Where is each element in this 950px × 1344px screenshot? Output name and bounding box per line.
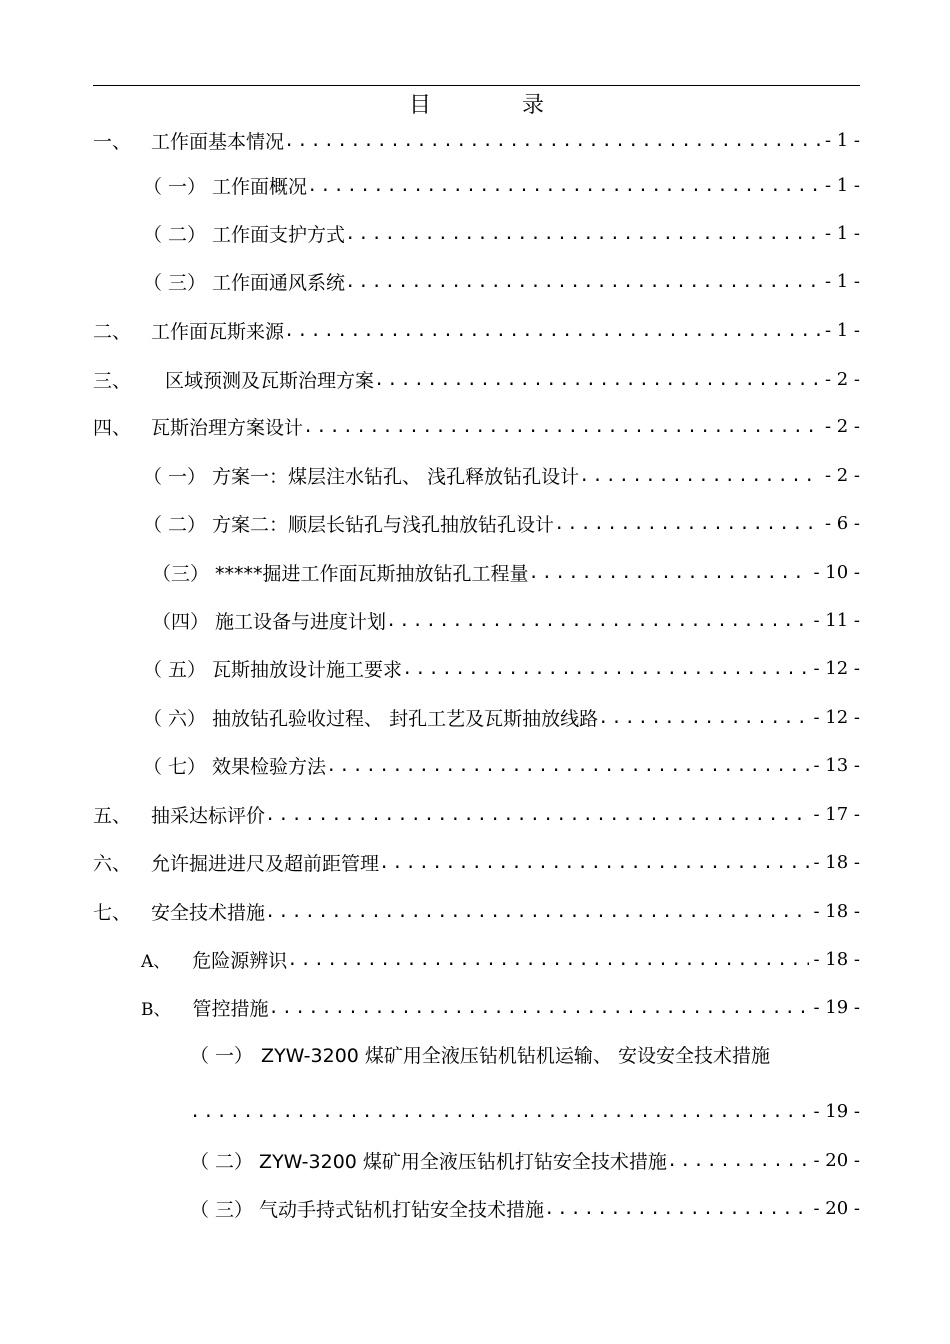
leader-dots <box>190 1096 809 1126</box>
entry-label: 危险源辨识 <box>192 949 288 972</box>
leader-dots <box>269 992 810 1022</box>
entry-number: （ 七） <box>143 755 207 778</box>
entry-label: 施工设备与进度计划 <box>215 610 387 633</box>
entry-number: 一、 <box>93 130 132 153</box>
entry-page: - 1 - <box>824 129 860 151</box>
entry-page: - 19 - <box>813 1100 860 1122</box>
entry-label: ZYW-3200 煤矿用全液压钻机打钻安全技术措施 <box>259 1150 667 1173</box>
entry-label: 方案二：顺层长钻孔与浅孔抽放钻孔设计 <box>212 513 555 536</box>
leader-dots <box>265 896 809 926</box>
entry-label: 瓦斯抽放设计施工要求 <box>212 658 403 681</box>
leader-dots <box>554 508 821 538</box>
entry-label: 工作面基本情况 <box>151 130 285 153</box>
toc-entry[interactable] <box>143 653 860 683</box>
leader-dots <box>284 315 821 345</box>
entry-page: - 10 - <box>813 561 860 583</box>
toc-entry[interactable] <box>143 702 860 732</box>
toc-entry[interactable] <box>143 750 860 780</box>
leader-dots <box>265 799 809 829</box>
entry-page: - 18 - <box>813 948 860 970</box>
entry-number: B、 <box>141 999 171 1020</box>
entry-page: - 19 - <box>813 996 860 1018</box>
leader-dots <box>667 1145 810 1175</box>
entry-page: - 2 - <box>824 464 860 486</box>
entry-number: 四、 <box>93 416 132 439</box>
leader-dots <box>374 364 821 394</box>
entry-label: 效果检验方法 <box>212 755 327 778</box>
toc-entry[interactable] <box>190 1145 860 1175</box>
entry-page: - 1 - <box>824 319 860 341</box>
leader-dots <box>529 557 810 587</box>
toc-entry[interactable] <box>93 799 860 829</box>
entry-label: 抽放钻孔验收过程、 封孔工艺及瓦斯抽放线路 <box>212 707 599 730</box>
toc-entry[interactable] <box>93 847 860 877</box>
leader-dots <box>345 266 821 296</box>
entry-page: - 18 - <box>813 900 860 922</box>
entry-number: 五、 <box>93 804 132 827</box>
entry-page: - 2 - <box>824 415 860 437</box>
entry-number: 三、 <box>93 369 132 392</box>
toc-entry-wrapped-line[interactable] <box>190 1041 770 1071</box>
toc-entry[interactable] <box>93 896 860 926</box>
entry-label: 工作面瓦斯来源 <box>151 320 285 343</box>
leader-dots <box>379 847 809 877</box>
entry-number: 二、 <box>93 320 132 343</box>
entry-label: 工作面通风系统 <box>212 271 346 294</box>
toc-entry[interactable] <box>93 125 860 155</box>
toc-entry[interactable] <box>93 411 860 441</box>
entry-page: - 17 - <box>813 803 860 825</box>
leader-dots <box>598 702 809 732</box>
toc-entry-continuation[interactable] <box>190 1096 860 1126</box>
entry-number: （ 一） <box>143 465 207 488</box>
toc-title: 目 录 <box>409 93 586 118</box>
toc-entry[interactable] <box>93 315 860 345</box>
entry-number: （ 二） <box>190 1150 254 1173</box>
entry-page: - 11 - <box>813 609 860 631</box>
entry-label: *****掘进工作面瓦斯抽放钻孔工程量 <box>215 562 529 585</box>
leader-dots <box>579 460 821 490</box>
leader-dots <box>307 170 821 200</box>
entry-label: 管控措施 <box>192 997 269 1020</box>
toc-entry[interactable] <box>143 508 860 538</box>
entry-label: 区域预测及瓦斯治理方案 <box>165 369 375 392</box>
entry-page: - 6 - <box>824 512 860 534</box>
entry-number: （四） <box>152 610 210 633</box>
toc-entry[interactable] <box>141 944 860 974</box>
entry-page: - 2 - <box>824 368 860 390</box>
entry-page: - 12 - <box>813 706 860 728</box>
entry-page: - 1 - <box>824 174 860 196</box>
entry-label: 方案一：煤层注水钻孔、 浅孔释放钻孔设计 <box>212 465 580 488</box>
entry-label: 气动手持式钻机打钻安全技术措施 <box>259 1198 545 1221</box>
entry-number: （ 二） <box>143 223 207 246</box>
entry-page: - 20 - <box>813 1149 860 1171</box>
entry-page: - 1 - <box>824 270 860 292</box>
entry-label: ZYW-3200 煤矿用全液压钻机钻机运输、 安设安全技术措施 <box>261 1045 770 1067</box>
toc-entry[interactable] <box>93 364 860 394</box>
leader-dots <box>326 750 809 780</box>
entry-label: 允许掘进进尺及超前距管理 <box>151 852 380 875</box>
entry-number: （ 五） <box>143 658 207 681</box>
entry-number: 六、 <box>93 852 132 875</box>
entry-label: 瓦斯治理方案设计 <box>151 416 304 439</box>
toc-entry[interactable] <box>143 266 860 296</box>
toc-entry[interactable] <box>143 218 860 248</box>
entry-label: 抽采达标评价 <box>151 804 266 827</box>
leader-dots <box>303 411 821 441</box>
entry-number: （ 三） <box>190 1198 254 1221</box>
toc-entry[interactable] <box>141 992 860 1022</box>
entry-number: （三） <box>152 562 210 585</box>
toc-entry[interactable] <box>143 170 860 200</box>
entry-number: （ 二） <box>143 513 207 536</box>
toc-entry[interactable] <box>152 605 860 635</box>
leader-dots <box>402 653 809 683</box>
leader-dots <box>287 944 809 974</box>
entry-page: - 12 - <box>813 657 860 679</box>
entry-number: 七、 <box>93 901 132 924</box>
entry-number: （ 一） <box>143 175 207 198</box>
toc-entry[interactable] <box>190 1193 860 1223</box>
entry-label: 安全技术措施 <box>151 901 266 924</box>
entry-page: - 1 - <box>824 222 860 244</box>
toc-entry[interactable] <box>152 557 860 587</box>
entry-number: （ 六） <box>143 707 207 730</box>
entry-page: - 18 - <box>813 851 860 873</box>
entry-page: - 20 - <box>813 1197 860 1219</box>
leader-dots <box>345 218 821 248</box>
leader-dots <box>284 125 821 155</box>
entry-page: - 13 - <box>813 754 860 776</box>
leader-dots <box>544 1193 809 1223</box>
entry-number: （ 一） <box>190 1045 254 1067</box>
toc-entry[interactable] <box>143 460 860 490</box>
entry-label: 工作面概况 <box>212 175 308 198</box>
entry-number: A、 <box>141 951 171 972</box>
entry-label: 工作面支护方式 <box>212 223 346 246</box>
leader-dots <box>386 605 809 635</box>
entry-number: （ 三） <box>143 271 207 294</box>
